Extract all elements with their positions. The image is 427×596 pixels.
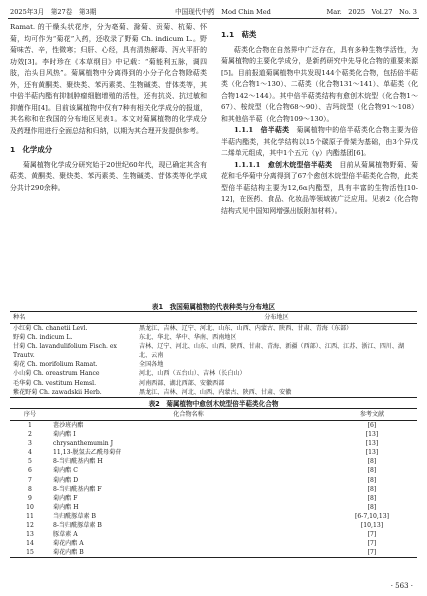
reference-cell: [8] bbox=[367, 494, 377, 502]
reference-cell: [8] bbox=[367, 467, 377, 475]
reference-cell: [10,13] bbox=[360, 522, 384, 530]
compound-cell: 豚草素 A bbox=[53, 531, 78, 539]
table-row bbox=[10, 494, 417, 503]
compound-cell: 8-当归酰基内酯 F bbox=[53, 485, 102, 493]
table-species-distribution bbox=[10, 311, 417, 398]
header-date: Mar. 2025 Vol.27 No. 3 bbox=[326, 8, 417, 16]
table-row bbox=[10, 548, 417, 558]
table-row bbox=[10, 324, 417, 334]
region-cell: 黑龙江、吉林、辽宁、河北、山东、山西、内蒙古、陕西、甘肃、青海（东部） bbox=[139, 325, 353, 332]
species-cell: 毛华菊 Ch. vestitum Hemsl. bbox=[13, 379, 97, 387]
reference-cell: [13] bbox=[365, 449, 379, 457]
reference-cell: [8] bbox=[367, 458, 377, 466]
species-cell: 紫花野菊 Ch. zawadskii Herb. bbox=[10, 388, 136, 398]
table-row bbox=[10, 333, 417, 342]
table2-header-no: 序号 bbox=[10, 409, 50, 421]
index-cell: 14 bbox=[26, 540, 34, 548]
index-cell: 8 bbox=[28, 485, 32, 493]
table-row bbox=[10, 379, 417, 388]
table-row bbox=[10, 388, 417, 398]
sesquiterpene-heading: 1.1.1 倍半萜类 bbox=[234, 126, 290, 134]
table-row bbox=[10, 448, 417, 457]
index-cell: 2 bbox=[28, 431, 32, 439]
index-cell: 10 bbox=[26, 503, 34, 511]
table1-header-region: 分布地区 bbox=[136, 312, 417, 324]
table2-header-reference: 参考文献 bbox=[327, 409, 417, 421]
table2-header-compound: 化合物名称 bbox=[50, 409, 327, 421]
table-row bbox=[10, 421, 417, 431]
compound-cell: 8-当归酰基内酯 H bbox=[53, 458, 103, 466]
terpenes-paragraph: 萜类化合物在自然界中广泛存在，具有多种生物学活性，为菊属植物的主要化学成分，是新药研究中先导化合物的重要来源[5]。目前报道菊属植物中共发现144个萜类化合物，包括倍半萜类（化合物1～130）、二萜类（化合物131～141）、单萜类（化合物142～144）。其中倍半萜类结构有愈创木烷型（化合物1～67）、桉烷型（化合物68～90）、吉玛烷型（化合物91～108）和其他倍半萜（化合物109～130）。 bbox=[221, 45, 418, 123]
page-number: · 563 · bbox=[390, 582, 413, 590]
header-journal: 中国现代中药 Mod Chin Med bbox=[175, 8, 271, 16]
compound-cell: 菊内酯 I bbox=[53, 431, 76, 439]
index-cell: 6 bbox=[28, 467, 32, 475]
running-header bbox=[8, 6, 419, 19]
species-cell: 野菊 Ch. indicum L. bbox=[13, 334, 73, 342]
compound-cell: 菊内酯 H bbox=[53, 503, 79, 511]
reference-cell: [8] bbox=[367, 485, 377, 493]
reference-cell: [7] bbox=[367, 540, 377, 548]
region-cell: 吉林、辽宁、河北、山东、山西、陕西、甘肃、青海、新疆（西部）、江西、江苏、浙江、四川、湖北、云南 bbox=[139, 343, 405, 360]
reference-cell: [8] bbox=[367, 476, 377, 484]
index-cell: 7 bbox=[28, 476, 32, 484]
table2-caption: 表2 菊属植物中愈创木烷型倍半萜类化合物 bbox=[148, 400, 279, 408]
index-cell: 9 bbox=[28, 494, 32, 502]
table-row bbox=[10, 530, 417, 539]
reference-cell: [6-7,10,13] bbox=[355, 512, 389, 520]
compound-cell: chrysanthemumin J bbox=[53, 440, 114, 448]
reference-cell: [13] bbox=[365, 431, 379, 439]
section-heading-chemistry: 1 化学成分 bbox=[10, 145, 53, 154]
table-row bbox=[10, 360, 417, 369]
guaiane-text: 目前从菊属植物野菊、菊花和毛华菊中分离得到了67个愈创木烷型倍半萜类化合物，此类型倍半萜结构主要为12,6α内酯型，具有丰富的生物活性[10-12]，在医药、食品、化妆品等领域被广泛应用。见表2（化合物结构式见中国知网增强出版附加材料）。 bbox=[221, 160, 419, 215]
sesquiterpene-text: 菊属植物中的倍半萜类化合物主要为倍半萜内酯类，其化学结构以15个碳原子骨架为基础，由3个异戊二烯单元组成，其中1个五元（γ）内酯基团[6]。 bbox=[221, 126, 419, 157]
table1-caption: 表1 我国菊属植物的代表种类与分布地区 bbox=[151, 303, 276, 311]
guaiane-heading: 1.1.1.1 愈创木烷型倍半萜类 bbox=[234, 160, 333, 169]
index-cell: 13 bbox=[26, 531, 34, 539]
left-column bbox=[10, 22, 207, 194]
section-heading-terpenes: 1.1 萜类 bbox=[221, 30, 257, 39]
compound-cell: 当归酰豚草素 B bbox=[53, 512, 96, 520]
index-cell: 3 bbox=[28, 440, 32, 448]
right-column bbox=[221, 22, 418, 217]
index-cell: 1 bbox=[28, 422, 32, 429]
species-cell: 小山菊 Ch. oreastrum Hance bbox=[13, 370, 100, 378]
reference-cell: [8] bbox=[367, 503, 377, 511]
table-row bbox=[10, 466, 417, 475]
species-cell: 小红菊 Ch. chanetii Levl. bbox=[13, 325, 88, 332]
chemistry-paragraph: 菊属植物化学成分研究始于20世纪60年代，现已确定其含有萜类、黄酮类、聚炔类、苯丙素类、生物碱类、苷体类等化学成分共计290余种。 bbox=[10, 160, 207, 192]
table1-header-species: 种名 bbox=[10, 312, 136, 324]
compound-cell: 菊内酯 C bbox=[53, 467, 78, 475]
table-row bbox=[10, 457, 417, 466]
table-row bbox=[10, 439, 417, 448]
index-cell: 5 bbox=[28, 458, 32, 466]
compound-cell: 菊花内酯 B bbox=[50, 548, 327, 558]
table-row bbox=[10, 521, 417, 530]
compound-cell: 8-当归酰豚草素 B bbox=[53, 522, 102, 530]
reference-cell: [7] bbox=[327, 548, 417, 558]
table-row bbox=[10, 342, 417, 360]
region-cell: 全国各地 bbox=[139, 361, 164, 369]
header-issue: 2025年3月 第27卷 第3期 bbox=[10, 8, 97, 16]
table-row bbox=[10, 369, 417, 378]
sesquiterpene-paragraph bbox=[221, 125, 418, 160]
table-row bbox=[10, 476, 417, 485]
reference-cell: [6] bbox=[367, 422, 377, 429]
table-row bbox=[10, 503, 417, 512]
compound-cell: 菊内酯 D bbox=[53, 476, 79, 484]
reference-cell: [13] bbox=[365, 440, 379, 448]
table-row bbox=[10, 430, 417, 439]
compound-cell: 菊花内酯 A bbox=[53, 540, 84, 548]
table-row bbox=[10, 539, 417, 548]
index-cell: 4 bbox=[28, 449, 32, 457]
region-cell: 河南西部、湖北西部、安徽西部 bbox=[139, 379, 225, 387]
region-cell: 东北、华北、华中、华南、西南地区 bbox=[139, 334, 237, 342]
table-guaiane-compounds bbox=[10, 408, 417, 558]
species-cell: 菊花 Ch. morifolium Ramat. bbox=[13, 361, 98, 369]
reference-cell: [7] bbox=[367, 531, 377, 539]
compound-cell: 11,13-脱氢去乙酰母菊苷 bbox=[53, 449, 122, 457]
region-cell: 河北、山西（五台山）、吉林（长白山） bbox=[139, 370, 246, 378]
compound-cell: 葚沙班内酯 bbox=[53, 422, 84, 429]
compound-cell: 菊内酯 F bbox=[53, 494, 78, 502]
region-cell: 黑龙江、吉林、河北、山西、内蒙古、陕西、甘肃、安徽 bbox=[136, 388, 417, 398]
index-cell: 11 bbox=[26, 512, 34, 520]
species-cell: 甘菊 Ch. lavandulifolium Fisch. ex Trautv. bbox=[13, 343, 117, 360]
guaiane-paragraph bbox=[221, 160, 418, 218]
index-cell: 12 bbox=[26, 522, 34, 530]
intro-paragraph: Ramat. 的干燥头状花序，分为亳菊、滁菊、贡菊、杭菊、怀菊，均可作为“菊花”入药，还收录了野菊 Ch. indicum L.。野菊味苦、辛，性微寒；归肝、心经，具有清热解毒、泻火平肝的功效[3]。李时珍在《本草纲目》中记载：“菊能利五脉，调四肢，治头目风热”。菊属植物中分离得到的小分子化合物除萜类外，还有黄酮类、聚炔类、苯丙素类、生物碱类、苷体类等，其中倍半萜内酯有抑制肿瘤细胞增殖的活性，还有抗炎、抗过敏和抑菌作用[4]。目前该属植物中仅有7种有相关化学成分的报道，其名称和在我国的分布地区见表1。本文对菊属植物的化学成分及药理作用进行全面总结和归纳，以期为其合理开发提供参考。 bbox=[10, 23, 207, 135]
table-row bbox=[10, 485, 417, 494]
table-row bbox=[10, 512, 417, 521]
index-cell: 15 bbox=[10, 548, 50, 558]
